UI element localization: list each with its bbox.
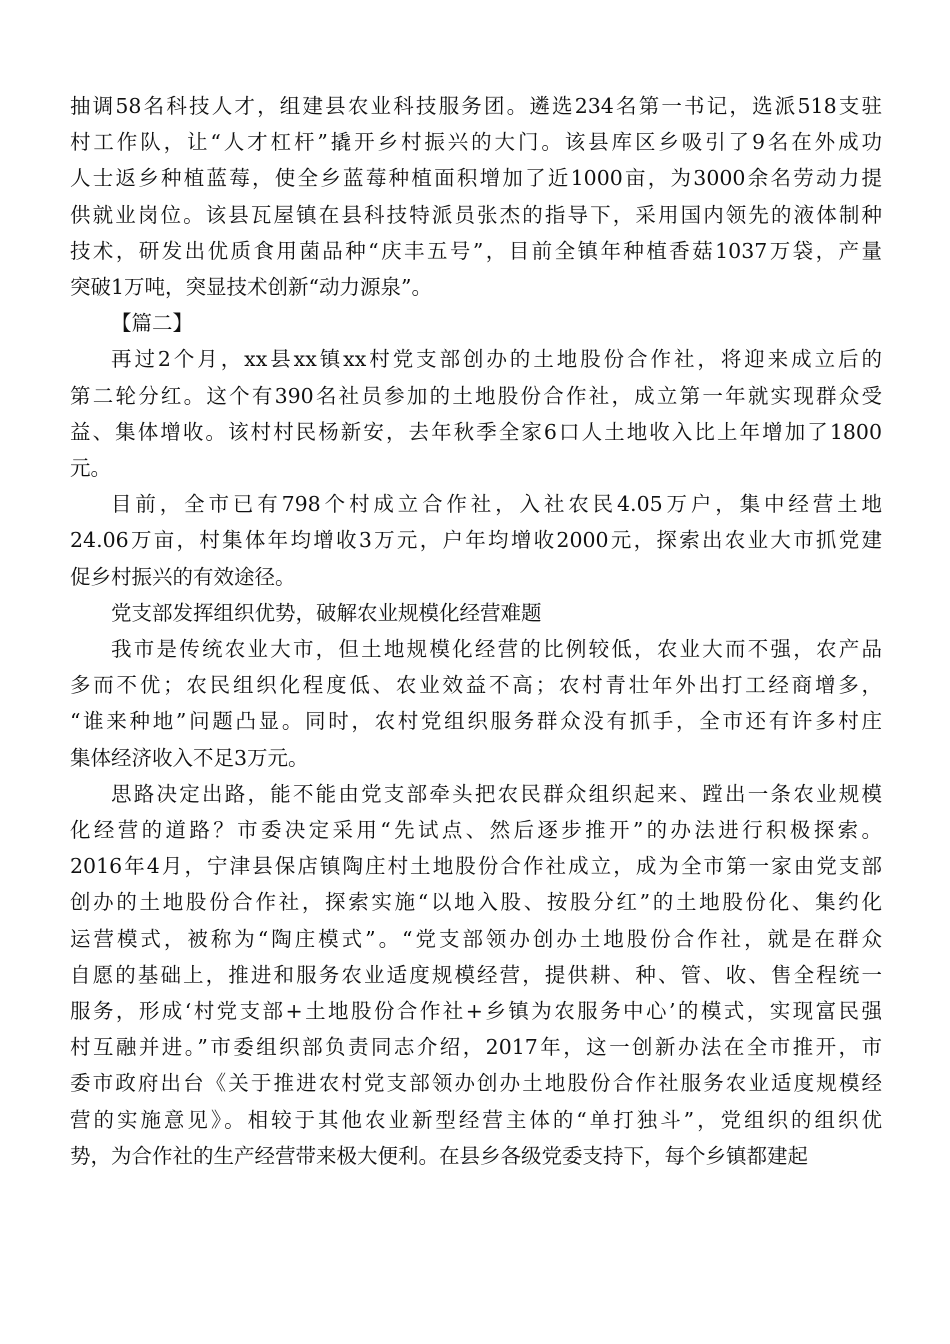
text-line: 村工作队，让“人才杠杆”撬开乡村振兴的大门。该县库区乡吸引了9名在外成功 xyxy=(70,130,882,155)
text-line: 抽调58名科技人才，组建县农业科技服务团。遴选234名第一书记，选派518支驻 xyxy=(70,94,882,118)
text-line: 2016年4月，宁津县保店镇陶庄村土地股份合作社成立，成为全市第一家由党支部 xyxy=(70,854,882,879)
text-line: “谁来种地”问题凸显。同时，农村党组织服务群众没有抓手，全市还有许多村庄 xyxy=(70,709,882,734)
body-paragraph xyxy=(70,486,882,595)
body-paragraph xyxy=(70,631,882,776)
text-line: 服务，形成‘村党支部+土地股份合作社+乡镇为农服务中心’的模式，实现富民强 xyxy=(70,999,882,1024)
text-line: 思路决定出路，能不能由党支部牵头把农民群众组织起来、蹚出一条农业规模 xyxy=(111,781,882,806)
text-line: 24.06万亩，村集体年均增收3万元，户年均增收2000元，探索出农业大市抓党建 xyxy=(70,528,882,553)
text-line: 目前，全市已有798个村成立合作社，入社农民4.05万户，集中经营土地 xyxy=(111,492,882,517)
text-line: 多而不优；农民组织化程度低、农业效益不高；农村青壮年外出打工经商增多， xyxy=(70,673,882,698)
text-line: 化经营的道路？市委决定采用“先试点、然后逐步推开”的办法进行积极探索。 xyxy=(70,818,882,843)
text-line: 促乡村振兴的有效途径。 xyxy=(70,564,296,589)
body-paragraph xyxy=(70,341,882,486)
text-line: 运营模式，被称为“陶庄模式”。“党支部领办创办土地股份合作社，就是在群众 xyxy=(70,926,882,951)
text-line: 集体经济收入不足3万元。 xyxy=(70,745,309,770)
text-line: 我市是传统农业大市，但土地规模化经营的比例较低，农业大而不强，农产品 xyxy=(111,637,882,662)
text-line: 创办的土地股份合作社，探索实施“以地入股、按股分红”的土地股份化、集约化 xyxy=(70,890,882,915)
body-paragraph xyxy=(70,88,882,305)
document-page xyxy=(70,88,882,1174)
text-line: 突破1万吨，突显技术创新“动力源泉”。 xyxy=(70,275,433,300)
text-line: 党支部发挥组织优势，破解农业规模化经营难题 xyxy=(111,600,542,625)
body-paragraph xyxy=(70,776,882,1174)
text-line: 营的实施意见》。相较于其他农业新型经营主体的“单打独斗”，党组织的组织优 xyxy=(70,1107,882,1132)
text-line: 村互融并进。”市委组织部负责同志介绍，2017年，这一创新办法在全市推开，市 xyxy=(70,1035,882,1060)
text-line: 委市政府出台《关于推进农村党支部领办创办土地股份合作社服务农业适度规模经 xyxy=(70,1071,882,1096)
text-line: 自愿的基础上，推进和服务农业适度规模经营，提供耕、种、管、收、售全程统一 xyxy=(70,962,882,987)
text-line: 元。 xyxy=(70,456,111,481)
text-line: 供就业岗位。该县瓦屋镇在县科技特派员张杰的指导下，采用国内领先的液体制种 xyxy=(70,202,882,227)
text-line: 势，为合作社的生产经营带来极大便利。在县乡各级党委支持下，每个乡镇都建起 xyxy=(70,1143,808,1168)
document-body xyxy=(70,88,882,1174)
text-line: 技术，研发出优质食用菌品种“庆丰五号”，目前全镇年种植香菇1037万袋，产量 xyxy=(70,238,882,263)
text-line: 人士返乡种植蓝莓，使全乡蓝莓种植面积增加了近1000亩，为3000余名劳动力提 xyxy=(70,166,882,191)
text-line: 益、集体增收。该村村民杨新安，去年秋季全家6口人土地收入比上年增加了1800 xyxy=(70,419,882,444)
text-line: 第二轮分红。这个有390名社员参加的土地股份合作社，成立第一年就实现群众受 xyxy=(70,383,882,408)
section-heading xyxy=(70,305,882,341)
text-line: 再过2个月，xx县xx镇xx村党支部创办的土地股份合作社，将迎来成立后的 xyxy=(111,347,882,372)
text-line: 【篇二】 xyxy=(111,311,193,336)
subsection-heading xyxy=(70,595,882,631)
